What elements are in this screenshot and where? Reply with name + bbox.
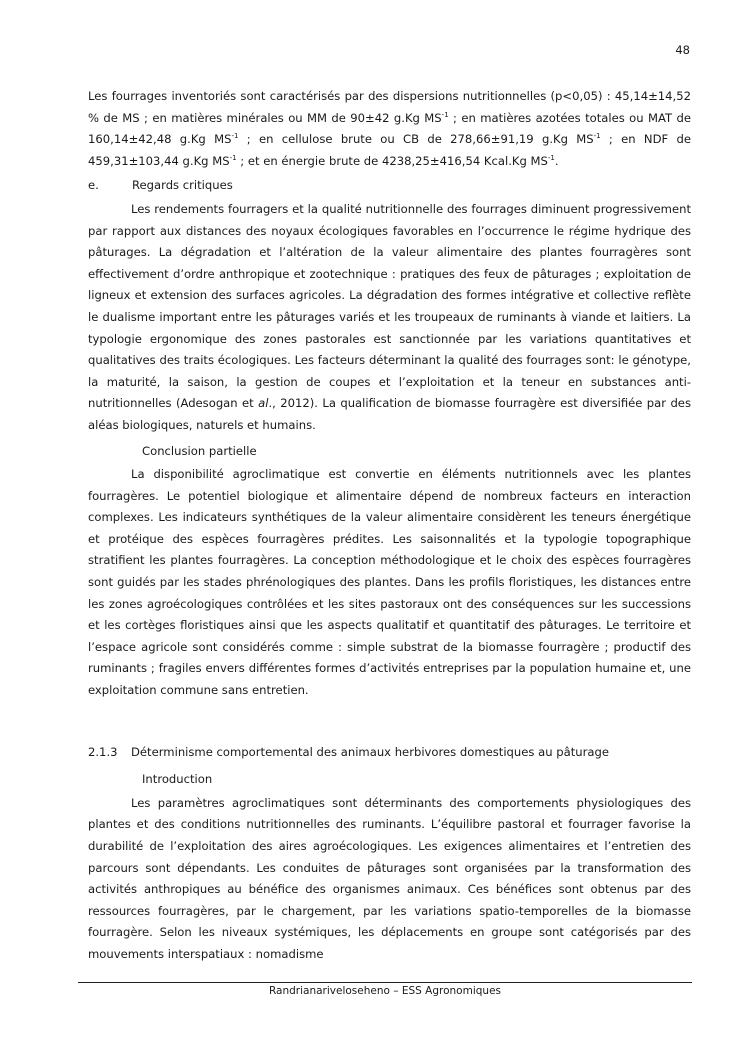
page-content — [88, 86, 691, 966]
section-213-title: Déterminisme comportemental des animaux herbivores domestiques au pâturage — [131, 744, 609, 759]
introduction-heading: Introduction — [142, 772, 213, 787]
section-213-heading — [88, 742, 691, 764]
section-e-title: Regards critiques — [132, 178, 233, 193]
section-e-heading — [88, 175, 691, 197]
section-e-paragraph: Les rendements fourragers et la qualité nutritionnelle des fourrages diminuent progressivement par rapport aux distances des noyaux écologiques favorables en l’occurrence le régime hydrique des pâturages. La dégradation et l’altération de la valeur alimentaire des plantes fourragères sont effectivement d’ordre anthropique et zootechnique : pratiques des feux de pâturages ; exploitation de ligneux et extension des surfaces agricoles. La dégradation des formes intégrative et collective reflète le dualisme important entre les pâturages variés et les troupeaux de ruminants à viande et laitiers. La typologie ergonomique des zones pastorales est sanctionnée par les variations quantitatives et qualitatives des traits écologiques. Les facteurs déterminant la qualité des fourrages sont: le génotype, la maturité, la saison, la gestion de coupes et l’exploitation et la teneur en substances anti-nutritionnelles (Adesogan et al., 2012). La qualification de biomasse fourragère est diversifiée par des aléas biologiques, naturels et humains. — [88, 201, 691, 432]
conclusion-paragraph: La disponibilité agroclimatique est convertie en éléments nutritionnels avec les plantes fourragères. Le potentiel biologique et alimentaire dépend de nombreux facteurs en interaction complexes. Les indicateurs synthétiques de la valeur alimentaire considèrent les teneurs énergétique et protéique des espèces fourragères prédites. Les saisonnalités et la typologie topographique stratifient les plantes fourragères. La conception méthodologique et le choix des espèces fourragères sont guidés par les stades phrénologiques des plantes. Dans les profils floristiques, les distances entre les zones agroécologiques contrôlées et les sites pastoraux ont des conséquences sur les successions et les cortèges floristiques ainsi que les aspects qualitatif et quantitatif des pâturages. Le territoire et l’espace agricole sont considérés comme : simple substrat de la biomasse fourragère ; productif des ruminants ; fragiles envers différentes formes d’activités entreprises par la population humaine et, une exploitation commune sans entretien. — [88, 467, 691, 698]
results-paragraph: Les fourrages inventoriés sont caractérisés par des dispersions nutritionnelles (p<0,05) : 45,14±14,52 % de MS ; en matières minérales ou MM de 90±42 g.Kg $MS^{-1}$ ; en matières azotées totales ou MAT de 160,14±42,48 g.Kg $MS^{-1}$ ; en cellulose brute ou CB de 278,66±91,19 g.Kg $MS^{-1}$ ; en NDF de 459,31±103,44 g.Kg $MS^{-1}$ ; et en énergie brute de 4238,25±416,54 Kcal.Kg $MS^{-1}$. — [88, 89, 691, 168]
introduction-paragraph: Les paramètres agroclimatiques sont déterminants des comportements physiologiques des plantes et des conditions nutritionnelles des ruminants. L’équilibre pastoral et fourrager favorise la durabilité de l’exploitation des aires agroécologiques. Les exigences alimentaires et l’entretien des parcours sont dépendants. Les conduites de pâturages sont organisées par la transformation des activités anthropiques au bénéfice des organismes animaux. Ces bénéfices sont obtenus par des ressources fourragères, par le chargement, par les variations spatio-temporelles de la biomasse fourragère. Selon les niveaux systémiques, les déplacements en groupe sont catégorisés par des mouvements interspatiaux : nomadisme — [88, 795, 691, 961]
page-footer: Randrianariveloseheno – ESS Agronomiques — [268, 985, 501, 997]
conclusion-heading: Conclusion partielle — [142, 443, 257, 458]
section-213-number: 2.1.3 — [88, 744, 118, 759]
footer-divider — [78, 982, 692, 983]
page-number: 48 — [675, 43, 690, 57]
section-e-letter: e. — [88, 178, 99, 193]
